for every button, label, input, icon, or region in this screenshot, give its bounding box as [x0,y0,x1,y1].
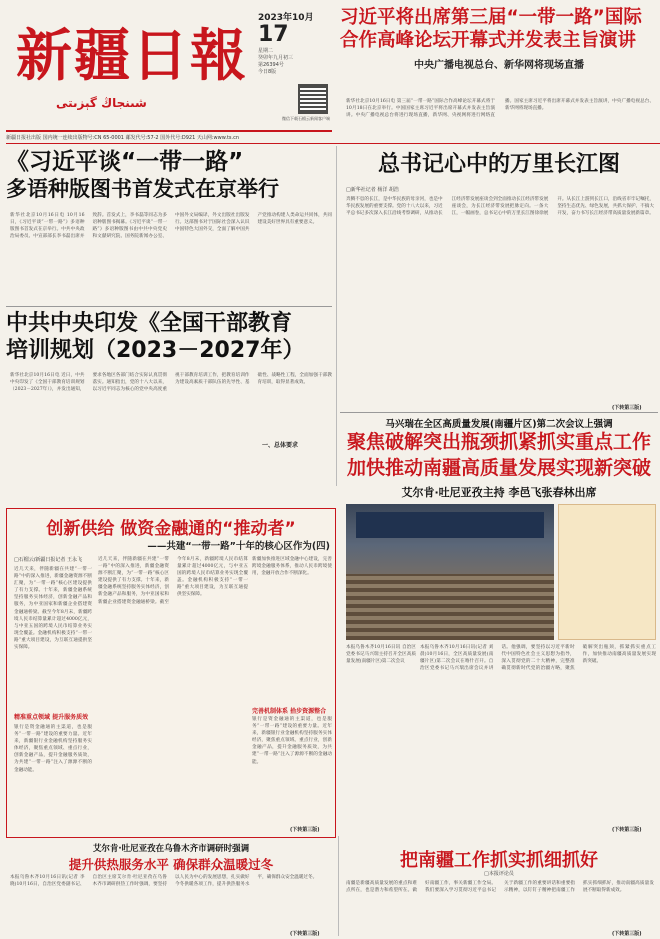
yangtze-byline: □新华社记者 杨洋 胡浩 [346,187,399,193]
south-byline: □本报评论员 [484,871,514,877]
maxian-body: 本报乌鲁木齐10月16日讯(记者 刘晨)10月16日，全区高质量发展(南疆片区)第二次会议在喀什召开。自治区党委书记马兴瑞出席会议并讲话。他强调，要坚持以习近平新时代中国特色社会主义思想为指导，深入贯彻党的二十大精神，完整准确贯彻新时代党的治疆方略，聚焦破解突出瓶颈，抓紧抓实重点工作，加快推动南疆高质量发展实现新突破。 [420,645,656,672]
qr-caption: 微信下载石榴云新闻客户端 [282,116,330,121]
alken-kicker: 艾尔肯·吐尼亚孜在乌鲁木齐市调研时强调 [92,844,250,854]
maxian-continue: (下转第三版) [612,827,642,833]
maxian-kicker: 马兴瑞在全区高质量发展(南疆片区)第二次会议上强调 [385,419,613,430]
date-issue: 第26394号 [258,62,284,68]
south-body: 南疆是新疆高质量发展的重点和难点所在，也是潜力和希望所在。做好南疆工作，事关新疆工作全局。我们要深入学习贯彻习近平总书记关于新疆工作的重要讲话和重要指示精神，以钉钉子精神把南疆工作抓实抓细抓好，推动南疆高质量发展不断取得新成效。 [346,881,654,894]
masthead-uyghur: شىنجاڭ گېزىتى [56,96,147,110]
cadre-body: 新华社北京10月16日电 近日，中共中央印发了《全国干部教育培训规划（2023－2027年）》，并发出通知，要求各地区各部门结合实际认真贯彻落实。通知指出，党的十八大以来，以习近平同志为核心的党中央高度重视干部教育培训工作，把教育培训作为建设高素质干部队伍的先导性、基础性、战略性工程，全面加强干部教育培训，取得显著成效。 [10,373,332,393]
date-month: 2023年10月 [258,13,314,23]
info-bar: 新疆日报社出版 国内统一连续出版物号:CN 65-0001 邮发代号:57-2 国外代号:D921 天山网:www.ts.cn [6,135,240,141]
lead-body: 新华社北京10月16日电 第三届“一带一路”国际合作高峰论坛开幕式将于10月18日在北京举行。中国国家主席习近平将出席开幕式并发表主旨演讲。中央广播电视总台将进行现场直播，新华网、央视网将进行网络直播。国家主席习近平将出席开幕式并发表主旨演讲，中央广播电视总台、新华网将现场直播。 [346,99,654,119]
lead-title-line1: 习近平将出席第三届“一带一路”国际 [340,7,642,28]
finance-byline: □石榴云/新疆日报记者 王永飞 [14,557,82,563]
audience-rows [346,574,554,640]
finance-section2: 完善机制体系 拾步资源整合 [252,708,327,715]
finance-continue: (下转第三版) [290,827,320,833]
yangtze-title: 总书记心中的万里长江图 [377,152,620,177]
date-block [258,10,322,86]
cadre-title-line2: 培训规划（2023－2027年） [6,338,305,363]
cadre-headline [6,310,332,364]
book-title-line2: 多语种版图书首发式在京举行 [6,177,279,201]
finance-subtitle: ——共建“一带一路”十年的核心区作为(四) [147,541,330,552]
south-continue: (下转第三版) [612,931,642,937]
maxian-photo [346,504,554,640]
maxian-quote-panel [558,504,656,640]
finance-body: 近几天来，伴随新疆在共建“一带一路”中的深入推进，新疆金融资源不断汇聚，为“一带一路”核心区建设提供了有力支撑。十年来，新疆金融系统坚持服务实体经济，创新金融产品和服务，为中亚国家和新疆企业搭建资金融通桥梁。截至今年8月末，新疆跨境人民币结算量累计超过4000亿元，与中亚五国的跨境人民币结算业务实现全覆盖。金融机构积极支持“一带一路”重大项目建设，为互联互通提供坚实保障。 [14,567,92,651]
yangtze-continue: (下转第三版) [612,405,642,411]
yangtze-body: 奔腾不息的长江，是中华民族的母亲河，也是中华民族发展的重要支撑。党的十八大以来，习近平总书记多次深入长江沿线考察调研，从推动长江经济带发展座谈会到全面推动长江经济带发展座谈会，为长江经济带发展把脉定向。一条大江，一幅画卷，总书记心中的万里长江图徐徐展开。从长江上游到长江口，沿线省市牢记嘱托，坚持生态优先、绿色发展，共抓大保护、不搞大开发，奋力书写长江经济带高质量发展新篇章。 [346,197,654,217]
cadre-title-line1: 中共中央印发《全国干部教育 [6,311,293,336]
book-body: 新华社北京10月16日电 10月16日，《习近平谈“一带一路”》多语种版图书首发式在京举行。中共中央政治局委员、中宣部部长李书磊出席并致辞。首发式上，李书磊等同志为多语种版图书揭幕。《习近平谈“一带一路”》多语种版图书由中共中央党史和文献研究院、国务院新闻办公室、中国外文局编译，外文出版社出版发行。这部图书对于国际社会深入认识中国特色大国外交，全面了解中国共产党推动构建人类命运共同体，共同建设美好世界具有重要意义。 [10,213,332,240]
maxian-byline: 艾尔肯·吐尼亚孜主持 李邑飞张春林出席 [401,486,597,499]
maxian-title-line2: 加快推动南疆高质量发展实现新突破 [346,457,651,479]
alken-body: 本报乌鲁木齐10月16日讯(记者 李晓)10月16日，自治区党委副书记、自治区主席艾尔肯·吐尼亚孜在乌鲁木齐市调研供热工作时强调，要坚持以人民为中心的发展思想，扎实做好今冬供暖各项工作，提升供热服务水平，确保群众安全温暖过冬。 [10,875,318,888]
qr-code [298,84,328,114]
finance-body-col2: 近几天来，伴随新疆在共建“一带一路”中的深入推进，新疆金融资源不断汇聚，为“一带一路”核心区建设提供了有力支撑。十年来，新疆金融系统坚持服务实体经济，创新金融产品和服务，为中亚国家和新疆企业搭建资金融通桥梁。截至今年8月末，新疆跨境人民币结算量累计超过4000亿元，与中亚五国的跨境人民币结算业务实现全覆盖。金融机构积极支持“一带一路”重大项目建设，为互联互通提供坚实保障。 [98,557,248,605]
date-pages: 今日8版 [258,69,277,75]
maxian-photo-caption: 本报乌鲁木齐10月16日讯 自治区党委书记马兴瑞主持召开全区高质量发展(南疆片区)第二次会议 [346,645,416,665]
south-title: 把南疆工作抓实抓细抓好 [400,850,598,871]
lead-subtitle: 中央广播电视总台、新华网将现场直播 [414,60,584,71]
alken-continue: (下转第三版) [290,931,320,937]
finance-section1: 精准重点领域 提升服务质效 [14,714,89,721]
finance-title: 创新供给 做资金融通的“推动者” [46,519,296,539]
finance-body3-cont: 银行是资金融通的主渠道，也是服务“一带一路”建设的重要力量。近年来，新疆银行业金融机构坚持服务实体经济，聚焦重点领域、重点行业，创新金融产品，提升金融服务质效，为共建“一带一路”注入了源源不断的金融动能。 [252,717,332,765]
masthead-title: 新疆日報 [16,23,248,89]
book-headline [6,148,332,202]
cadre-section: 一、总体要求 [262,442,299,449]
alken-title: 提升供热服务水平 确保群众温暖过冬 [68,857,274,872]
finance-body2: 银行是资金融通的主渠道，也是服务“一带一路”建设的重要力量。近年来，新疆银行业金融机构坚持服务实体经济，聚焦重点领域、重点行业，创新金融产品，提升金融服务质效，为共建“一带一路”注入了源源不断的金融动能。 [14,725,92,773]
maxian-title-line1: 聚焦破解突出瓶颈抓紧抓实重点工作 [346,431,651,453]
date-weekday: 星期二 [258,48,274,54]
lead-title-line2: 合作高峰论坛开幕式并发表主旨演讲 [340,30,637,51]
book-title-line1: 《习近平谈“一带一路” [6,149,244,175]
date-lunar: 癸卯年九月初三 [258,55,294,61]
stage-banner [356,512,544,538]
finance-body3: 新疆加快推进区域金融中心建设，完善跨境金融服务体系，推动人民币跨境使用，金融开放合作不断深化。 [252,557,332,577]
date-day: 17 [258,22,289,47]
lead-headline [340,6,658,71]
